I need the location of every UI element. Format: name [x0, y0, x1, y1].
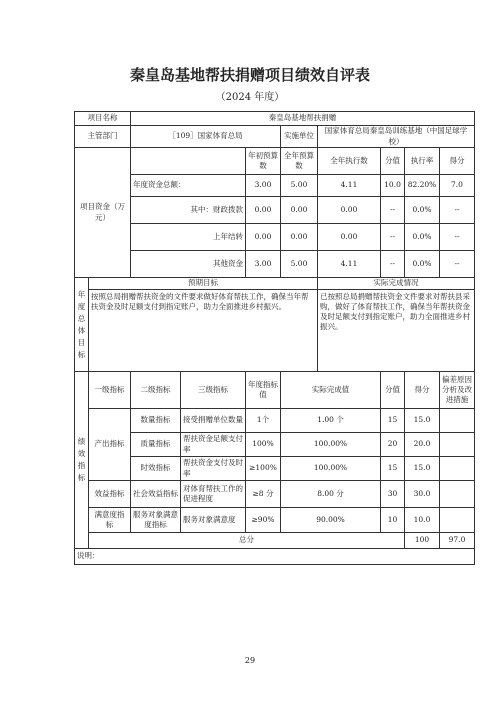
perf-target: ≥90%: [246, 508, 281, 533]
funds-exec: 4.11: [318, 251, 381, 278]
row-funds-header: [75, 148, 475, 175]
funds-budget: 0.00: [246, 224, 281, 251]
perf-reason: [440, 508, 475, 533]
funds-header-blank: [131, 148, 246, 175]
page-subtitle: （2024 年度）: [215, 92, 285, 103]
funds-exec: 0.00: [318, 197, 381, 224]
funds-full: 0.00: [281, 224, 318, 251]
perf-points: 15.0: [405, 409, 440, 433]
perf-points: 15.0: [405, 457, 440, 481]
funds-row-label: 上年结转: [131, 224, 246, 251]
perf-target: 100%: [246, 433, 281, 457]
perf-actual: 100.00%: [281, 457, 381, 481]
page-title: 秦皇岛基地帮扶捐赠项目绩效自评表: [129, 66, 370, 84]
perf-actual: 8.00 分: [281, 481, 381, 508]
funds-header-budget: 年初预算数: [246, 148, 281, 175]
funds-full: 5.00: [281, 251, 318, 278]
evaluation-table: [74, 111, 475, 565]
row-project-name: [75, 112, 475, 126]
goals-expected-text: 按照总局捐赠帮扶资金的文件要求做好体育帮扶工作，确保当年帮扶资金及时足额支付到指定账户，助力全面推进乡村振兴。: [89, 290, 318, 372]
perf-l2: 质量指标: [131, 433, 181, 457]
funds-row: [75, 175, 475, 197]
funds-header-full-budget: 全年预算数: [281, 148, 318, 175]
funds-budget: 3.00: [246, 251, 281, 278]
funds-score: --: [381, 251, 405, 278]
perf-score: 10: [381, 508, 405, 533]
perf-score: 15: [381, 457, 405, 481]
perf-l3: 对体育帮扶工作的促进程度: [181, 481, 246, 508]
project-name-label: 项目名称: [75, 112, 131, 126]
funds-row-label: 其中：财政拨款: [131, 197, 246, 224]
total-label: 总分: [89, 533, 405, 549]
perf-actual: 1.00 个: [281, 409, 381, 433]
funds-score: 10.0: [381, 175, 405, 197]
funds-score: --: [381, 197, 405, 224]
funds-row-label: 年度资金总额：: [131, 175, 246, 197]
perf-l1: 满意度指标: [89, 508, 131, 533]
perf-score: 20: [381, 433, 405, 457]
perf-label: 绩效指标: [75, 372, 89, 549]
funds-row-label: 其他资金: [131, 251, 246, 278]
total-score: 100: [405, 533, 440, 549]
funds-header-executed: 全年执行数: [318, 148, 381, 175]
perf-target: ≥100%: [246, 457, 281, 481]
perf-header-score: 分值: [381, 372, 405, 409]
funds-exec: 4.11: [318, 175, 381, 197]
notes-label: 说明：: [75, 549, 475, 565]
row-goals-content: [75, 290, 475, 372]
perf-l1: 效益指标: [89, 481, 131, 508]
goals-label: 年度总体目标: [75, 278, 89, 372]
perf-points: 10.0: [405, 508, 440, 533]
impl-label: 实施单位: [281, 126, 318, 148]
perf-l2: 数量指标: [131, 409, 181, 433]
funds-full: 0.00: [281, 197, 318, 224]
goals-expected-label: 预期目标: [89, 278, 318, 290]
funds-rate: 82.20%: [405, 175, 440, 197]
funds-rate: 0.0%: [405, 197, 440, 224]
perf-header-l1: 一级指标: [89, 372, 131, 409]
funds-rate: 0.0%: [405, 251, 440, 278]
perf-l3: 帮扶资金足额支付率: [181, 433, 246, 457]
perf-target: ≥8 分: [246, 481, 281, 508]
row-department: [75, 126, 475, 148]
funds-rate: 0.0%: [405, 224, 440, 251]
funds-header-rate: 执行率: [405, 148, 440, 175]
perf-points: 20.0: [405, 433, 440, 457]
funds-budget: 0.00: [246, 197, 281, 224]
funds-points: --: [440, 197, 475, 224]
funds-exec: 0.00: [318, 224, 381, 251]
perf-l3: 帮扶资金支付及时率: [181, 457, 246, 481]
funds-full: 5.00: [281, 175, 318, 197]
perf-points: 30.0: [405, 481, 440, 508]
funds-score: --: [381, 224, 405, 251]
funds-points: 7.0: [440, 175, 475, 197]
perf-header-points: 得分: [405, 372, 440, 409]
perf-actual: 100.00%: [281, 433, 381, 457]
funds-label: 项目资金（万元）: [75, 148, 131, 278]
perf-header-target: 年度指标值: [246, 372, 281, 409]
funds-header-points: 得分: [440, 148, 475, 175]
perf-header-l3: 三级指标: [181, 372, 246, 409]
perf-row: [75, 508, 475, 533]
perf-l3: 服务对象满意度: [181, 508, 246, 533]
perf-reason: [440, 457, 475, 481]
total-points: 97.0: [440, 533, 475, 549]
perf-row: [75, 457, 475, 481]
row-perf-header: [75, 372, 475, 409]
perf-score: 15: [381, 409, 405, 433]
goals-actual-text: 已按照总局捐赠帮扶资金文件要求对帮扶县采购，做好了体育帮扶工作，确保当年帮扶资金及时足额支付到指定账户，助力全面推进乡村振兴。: [318, 290, 475, 372]
perf-reason: [440, 481, 475, 508]
perf-header-l2: 二级指标: [131, 372, 181, 409]
goals-actual-label: 实际完成情况: [318, 278, 475, 290]
funds-header-score: 分值: [381, 148, 405, 175]
perf-reason: [440, 409, 475, 433]
perf-target: 1个: [246, 409, 281, 433]
project-name-value: 秦皇岛基地帮扶捐赠: [131, 112, 475, 126]
perf-row: [75, 481, 475, 508]
perf-l3: 接受捐赠单位数量: [181, 409, 246, 433]
dept-value: ［109］国家体育总局: [131, 126, 281, 148]
funds-points: --: [440, 251, 475, 278]
perf-reason: [440, 433, 475, 457]
perf-l2: 社会效益指标: [131, 481, 181, 508]
perf-l2: 服务对象满意度指标: [131, 508, 181, 533]
perf-score: 30: [381, 481, 405, 508]
perf-row: [75, 409, 475, 433]
funds-points: --: [440, 224, 475, 251]
row-total: [75, 533, 475, 549]
funds-row: [75, 251, 475, 278]
funds-budget: 3.00: [246, 175, 281, 197]
impl-value: 国家体育总局秦皇岛训练基地（中国足球学校）: [318, 126, 475, 148]
perf-l2: 时效指标: [131, 457, 181, 481]
perf-l1: 产出指标: [89, 409, 131, 481]
row-notes: [75, 549, 475, 565]
dept-label: 主管部门: [75, 126, 131, 148]
perf-actual: 90.00%: [281, 508, 381, 533]
funds-row: [75, 224, 475, 251]
funds-row: [75, 197, 475, 224]
perf-header-actual: 实际完成值: [281, 372, 381, 409]
row-goals-header: [75, 278, 475, 290]
perf-header-reason: 偏差原因分析及改进措施: [440, 372, 475, 409]
perf-row: [75, 433, 475, 457]
page-number: 29: [244, 656, 256, 665]
